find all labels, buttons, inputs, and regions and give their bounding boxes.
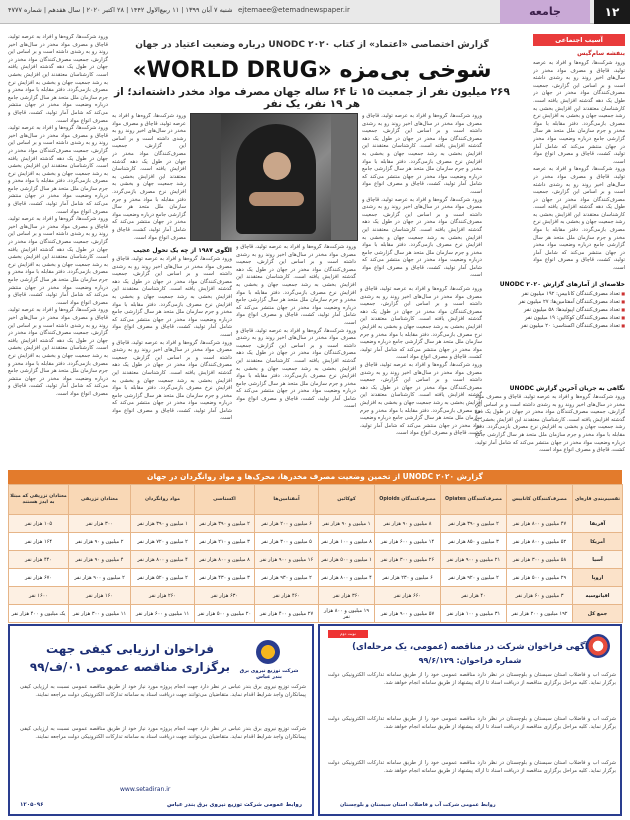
stats-item: ■ تعداد مصرف‌کنندگان کانابیس: ۱۹۲ میلیون نفر — [475, 290, 625, 298]
table-cell: ۱ میلیون و ۳۹۰ هزار نفر — [131, 515, 195, 533]
table-cell: ۱۶۴ هزار نفر — [9, 533, 69, 551]
article-kicker: گزارش اختصاصی «اعتماد» از کتاب UNODC ۲۰۲۰ درباره وضعیت اعتیاد در جهان — [135, 40, 489, 50]
table-cell: ۶ میلیون و ۲۳۰ هزار نفر — [375, 569, 441, 587]
table-cell: ۱۶۰۰ نفر — [9, 587, 69, 605]
table-cell: ۲۱ میلیون و ۹۰۰ هزار نفر — [441, 551, 507, 569]
ad-right-body: شرکت آب و فاضلاب استان سیستان و بلوچستان در نظر دارد مناقصه عمومی خود را از طریق سامانه تدارکات الکترونیکی دولت برگزار نماید. کلیه مراحل برگزاری مناقصه از دریافت اسناد تا ارائه پیشنهاد از طریق سامانه انجام خواهد شد. — [328, 672, 616, 686]
table-cell: ۴ میلیون و ۹۰ هزار نفر — [69, 551, 131, 569]
region-cell: آسیا — [573, 551, 623, 569]
body-paragraph: ورود شرکت‌ها، گروه‌ها و افراد به عرصه تولید، قاچاق و مصرف مواد مخدر در سال‌های اخیر روند رو به رشدی داشته است و بر اساس این گزارش، جمعیت مصرف‌کنندگان مواد مخدر در جهان در طول یک دهه گذشته افزایش یافته است. کارشناسان معتقدند این افزایش بخشی به رشد جمعیت جهان و بخشی به افزایش نرخ مصرف بازمی‌گردد. دفتر مقابله با مواد مخدر و جرم سازمان ملل متحد هر سال گزارشی جامع درباره وضعیت مواد مخدر در جهان منتشر می‌کند که شامل آمار تولید، کشت، قاچاق و مصرف انواع مواد است. — [360, 286, 482, 361]
table-cell: ۶۳۰ هزار نفر — [195, 587, 255, 605]
table-cell: یک میلیون و ۴۰۰ هزار نفر — [9, 605, 69, 623]
table-cell: ۸ میلیون و ۸۰۰ هزار نفر — [195, 551, 255, 569]
table-cell: ۴ میلیون و ۸۰۰ هزار نفر — [319, 569, 375, 587]
table-row — [9, 551, 623, 569]
table-cell: ۲۶ میلیون و ۳۰۰ هزار نفر — [375, 551, 441, 569]
body-paragraph: ورود شرکت‌ها، گروه‌ها و افراد به عرصه تولید، قاچاق و مصرف مواد مخدر در سال‌های اخیر روند رو به رشدی داشته است و بر اساس این گزارش، جمعیت مصرف‌کنندگان مواد مخدر در جهان در طول یک دهه گذشته افزایش یافته است. کارشناسان معتقدند این افزایش بخشی به رشد جمعیت جهان و بخشی به افزایش نرخ مصرف بازمی‌گردد. دفتر مقابله با مواد مخدر و جرم سازمان ملل متحد هر سال گزارشی جامع درباره وضعیت مواد مخدر در جهان منتشر می‌کند که شامل آمار تولید، کشت، قاچاق و مصرف انواع مواد است. — [362, 113, 482, 195]
table-cell: ۱۰۵ هزار نفر — [9, 515, 69, 533]
ad-left-title: فراخوان ارزیابی کیفی جهت برگزاری مناقصه عمومی ۰۱/ف/۹۹ — [29, 642, 231, 674]
table-cell: ۵ میلیون و ۳۰۰ هزار نفر — [255, 533, 319, 551]
table-cell: ۳۰۰ هزار نفر — [69, 515, 131, 533]
stats-item: ■ تعداد مصرف‌کنندگان آمفتامین‌ها: ۲۷ میلیون نفر — [475, 298, 625, 306]
ad-left-body: شرکت توزیع نیروی برق بندر عباس در نظر دارد جهت انجام پروژه مورد نیاز خود از طریق مناقصه عمومی نسبت به ارزیابی کیفی پیمانکاران واجد شرایط اقدام نماید. متقاضیان می‌توانند جهت دریافت اسناد به سامانه تدارکات الکترونیکی دولت مراجعه نمایند. — [20, 726, 306, 740]
article-subhead: ۲۶۹ میلیون نفر از جمعیت ۱۵ تا ۶۴ ساله جهان مصرف مواد مخدر داشته‌اند؛ از هر ۱۹ نفر، یک نفر — [114, 86, 510, 110]
left-column-paragraph: ورود شرکت‌ها، گروه‌ها و افراد به عرصه تولید، قاچاق و مصرف مواد مخدر در سال‌های اخیر روند رو به رشدی داشته است و بر اساس این گزارش، جمعیت مصرف‌کنندگان مواد مخدر در جهان در طول یک دهه گذشته افزایش یافته است. کارشناسان معتقدند این افزایش بخشی به رشد جمعیت جهان و بخشی به افزایش نرخ مصرف بازمی‌گردد. دفتر مقابله با مواد مخدر و جرم سازمان ملل متحد هر سال گزارشی جامع درباره وضعیت مواد مخدر در جهان منتشر می‌کند که شامل آمار تولید، کشت، قاچاق و مصرف انواع مواد است. — [8, 125, 108, 215]
region-cell: آفریقا — [573, 515, 623, 533]
column-header: مصرف‌کنندگان Opioids — [375, 485, 441, 515]
table-row — [9, 533, 623, 551]
table-cell: ۲ میلیون و ۳۹۰ هزار نفر — [195, 515, 255, 533]
second-box-title: نگاهی به جریان آخرین گزارش UNODC — [509, 385, 625, 392]
author-byline: بنفشه سام‌گیس — [577, 50, 625, 57]
stats-item: ■ تعداد مصرف‌کنندگان کوکائین: ۱۹ میلیون نفر — [475, 314, 625, 322]
table-cell: ۴ میلیون و ۸۰۰ هزار نفر — [131, 551, 195, 569]
table-cell: ۳ میلیون و ۸۵۰ هزار نفر — [441, 533, 507, 551]
left-column-paragraph: ورود شرکت‌ها، گروه‌ها و افراد به عرصه تولید، قاچاق و مصرف مواد مخدر در سال‌های اخیر روند رو به رشدی داشته است و بر اساس این گزارش، جمعیت مصرف‌کنندگان مواد مخدر در جهان در طول یک دهه گذشته افزایش یافته است. کارشناسان معتقدند این افزایش بخشی به رشد جمعیت جهان و بخشی به افزایش نرخ مصرف بازمی‌گردد. دفتر مقابله با مواد مخدر و جرم سازمان ملل متحد هر سال گزارشی جامع درباره وضعیت مواد مخدر در جهان منتشر می‌کند که شامل آمار تولید، کشت، قاچاق و مصرف انواع مواد است. — [8, 34, 108, 124]
second-box-paragraph: ورود شرکت‌ها، گروه‌ها و افراد به عرصه تولید، قاچاق و مصرف مواد مخدر در سال‌های اخیر روند رو به رشدی داشته است و بر اساس این گزارش، جمعیت مصرف‌کنندگان مواد مخدر در جهان در طول یک دهه گذشته افزایش یافته است. کارشناسان معتقدند این افزایش بخشی به رشد جمعیت جهان و بخشی به افزایش نرخ مصرف بازمی‌گردد. دفتر مقابله با مواد مخدر و جرم سازمان ملل متحد هر سال گزارشی جامع درباره وضعیت مواد مخدر در جهان منتشر می‌کند که شامل آمار تولید، کشت، قاچاق و مصرف انواع مواد است. — [475, 394, 625, 454]
table-cell: ۱۴ میلیون و ۶۰۰ هزار نفر — [375, 533, 441, 551]
ad-left-website[interactable]: www.setadiran.ir — [120, 786, 171, 793]
region-cell: اروپا — [573, 569, 623, 587]
table-cell: ۶۷۰ هزار نفر — [9, 569, 69, 587]
column-header: تقسیم‌بندی قاره‌ای — [573, 485, 623, 515]
subsection-title: الگوی ۱۹۸۷ از چه یک تحول عجیب — [133, 247, 232, 254]
table-row — [9, 587, 623, 605]
region-cell: اقیانوسیه — [573, 587, 623, 605]
body-paragraph: ورود شرکت‌ها، گروه‌ها و افراد به عرصه تولید، قاچاق و مصرف مواد مخدر در سال‌های اخیر روند رو به رشدی داشته است و بر اساس این گزارش، جمعیت مصرف‌کنندگان مواد مخدر در جهان در طول یک دهه گذشته افزایش یافته است. کارشناسان معتقدند این افزایش بخشی به رشد جمعیت جهان و بخشی به افزایش نرخ مصرف بازمی‌گردد. دفتر مقابله با مواد مخدر و جرم سازمان ملل متحد هر سال گزارشی جامع درباره وضعیت مواد مخدر در جهان منتشر می‌کند که شامل آمار تولید، کشت، قاچاق و مصرف انواع مواد است. — [112, 113, 186, 241]
column-header: کوکائین — [319, 485, 375, 515]
ad-right-badge: نوبت دوم — [328, 630, 368, 638]
table-title: گزارش UNODC ۲۰۲۰ از تخمین وضعیت مصرف مخدرها، محرک‌ها و مواد روانگردان در جهان — [8, 470, 622, 484]
column-header: معتادان تزریقی که مبتلا به ایدز هستند — [9, 485, 69, 515]
stats-item: ■ تعداد مصرف‌کنندگان اکستاسی: ۲۰ میلیون نفر — [475, 322, 625, 330]
table-cell: ۱۹ میلیون و ۸۰۰ هزار نفر — [319, 605, 375, 623]
table-cell: ۴۴۰ هزار نفر — [9, 551, 69, 569]
ad-right-title: آگهی فراخوان شرکت در مناقصه (عمومی، یک مرحله‌ای) — [352, 642, 588, 652]
table-cell: ۳ میلیون و ۴۳۰ هزار نفر — [195, 569, 255, 587]
table-cell: ۳ میلیون و ۲۱۰ هزار نفر — [195, 533, 255, 551]
table-cell: ۲ میلیون و ۷۲۰ هزار نفر — [131, 533, 195, 551]
column-header: مواد روانگردان — [131, 485, 195, 515]
second-box — [475, 382, 625, 464]
table-cell: ۲۰ میلیون و ۵۰۰ هزار نفر — [195, 605, 255, 623]
column-header: اکستاسی — [195, 485, 255, 515]
table-cell: ۱۱ میلیون و ۳۰۰ هزار نفر — [69, 605, 131, 623]
table-cell: ۲ میلیون و ۹۳۰ هزار نفر — [255, 569, 319, 587]
body-column — [360, 286, 482, 466]
column-header: مصرف‌کنندگان Opiates — [441, 485, 507, 515]
body-column — [236, 244, 356, 466]
left-column-paragraph: ورود شرکت‌ها، گروه‌ها و افراد به عرصه تولید، قاچاق و مصرف مواد مخدر در سال‌های اخیر روند رو به رشدی داشته است و بر اساس این گزارش، جمعیت مصرف‌کنندگان مواد مخدر در جهان در طول یک دهه گذشته افزایش یافته است. کارشناسان معتقدند این افزایش بخشی به رشد جمعیت جهان و بخشی به افزایش نرخ مصرف بازمی‌گردد. دفتر مقابله با مواد مخدر و جرم سازمان ملل متحد هر سال گزارشی جامع درباره وضعیت مواد مخدر در جهان منتشر می‌کند که شامل آمار تولید، کشت، قاچاق و مصرف انواع مواد است. — [8, 307, 108, 397]
table-cell: ۲۷ میلیون و ۴۰۰ هزار نفر — [255, 605, 319, 623]
ad-left-footer: روابط عمومی شرکت توزیع نیروی برق بندر عباس — [167, 802, 302, 808]
table-cell: ۱۹۲ میلیون و ۲۰۰ هزار نفر — [507, 605, 573, 623]
article-photo — [190, 113, 358, 241]
utility-logo-icon — [256, 640, 280, 664]
table-cell: ۶ میلیون و ۲۰۰ هزار نفر — [255, 515, 319, 533]
column-header: مصرف‌کنندگان کانابیس — [507, 485, 573, 515]
table-row — [9, 515, 623, 533]
dateline: شنبه ۷ آبان ۱۳۹۹ | ۱۱ ربیع‌الاول ۱۴۴۲ | ۲۸ اکتبر ۲۰۲۰ | سال هفدهم | شماره ۴۷۷۷ — [8, 6, 233, 14]
right-column-text — [533, 60, 625, 275]
ad-right-subtitle: شماره فراخوان: ۹۹/۶/۱۲۹ — [418, 656, 522, 665]
table-cell: ۵۷ میلیون و ۹۰۰ هزار نفر — [375, 605, 441, 623]
ad-right-body: شرکت آب و فاضلاب استان سیستان و بلوچستان در نظر دارد مناقصه عمومی خود را از طریق سامانه تدارکات الکترونیکی دولت برگزار نماید. کلیه مراحل برگزاری مناقصه از دریافت اسناد تا ارائه پیشنهاد از طریق سامانه انجام خواهد شد. — [328, 760, 616, 774]
table-cell: ۲۶۰ هزار نفر — [131, 587, 195, 605]
table-cell: ۸ میلیون و ۱۰۰ هزار نفر — [319, 533, 375, 551]
table-cell: ۴۰ هزار نفر — [441, 587, 507, 605]
table-cell: ۶۶۰ هزار نفر — [375, 587, 441, 605]
table-cell: ۱۱ میلیون و ۶۰۰ هزار نفر — [131, 605, 195, 623]
tender-ad-right — [318, 624, 622, 816]
body-paragraph: ورود شرکت‌ها، گروه‌ها و افراد به عرصه تولید، قاچاق و مصرف مواد مخدر در سال‌های اخیر روند رو به رشدی داشته است و بر اساس این گزارش، جمعیت مصرف‌کنندگان مواد مخدر در جهان در طول یک دهه گذشته افزایش یافته است. کارشناسان معتقدند این افزایش بخشی به رشد جمعیت جهان و بخشی به افزایش نرخ مصرف بازمی‌گردد. دفتر مقابله با مواد مخدر و جرم سازمان ملل متحد هر سال گزارشی جامع درباره وضعیت مواد مخدر در جهان منتشر می‌کند که شامل آمار تولید، کشت، قاچاق و مصرف انواع مواد است. — [236, 327, 356, 410]
ad-right-footer: روابط عمومی شرکت آب و فاضلاب استان سیستان و بلوچستان — [340, 802, 496, 808]
page-header — [0, 0, 630, 24]
left-column-paragraph: ورود شرکت‌ها، گروه‌ها و افراد به عرصه تولید، قاچاق و مصرف مواد مخدر در سال‌های اخیر روند رو به رشدی داشته است و بر اساس این گزارش، جمعیت مصرف‌کنندگان مواد مخدر در جهان در طول یک دهه گذشته افزایش یافته است. کارشناسان معتقدند این افزایش بخشی به رشد جمعیت جهان و بخشی به افزایش نرخ مصرف بازمی‌گردد. دفتر مقابله با مواد مخدر و جرم سازمان ملل متحد هر سال گزارشی جامع درباره وضعیت مواد مخدر در جهان منتشر می‌کند که شامل آمار تولید، کشت، قاچاق و مصرف انواع مواد است. — [8, 216, 108, 306]
table-cell: ۱ میلیون و ۹۰ هزار نفر — [319, 515, 375, 533]
column-header: آمفتامین‌ها — [255, 485, 319, 515]
table-row — [9, 569, 623, 587]
table-cell: ۲۹ میلیون و ۵۰۰ هزار نفر — [507, 569, 573, 587]
table-cell: ۲ میلیون و ۵۲۰ هزار نفر — [131, 569, 195, 587]
table-cell: ۴۶۰ هزار نفر — [255, 587, 319, 605]
body-paragraph: ورود شرکت‌ها، گروه‌ها و افراد به عرصه تولید، قاچاق و مصرف مواد مخدر در سال‌های اخیر روند رو به رشدی داشته است و بر اساس این گزارش، جمعیت مصرف‌کنندگان مواد مخدر در جهان در طول یک دهه گذشته افزایش یافته است. کارشناسان معتقدند این افزایش بخشی به رشد جمعیت جهان و بخشی به افزایش نرخ مصرف بازمی‌گردد. دفتر مقابله با مواد مخدر و جرم سازمان ملل متحد هر سال گزارشی جامع درباره وضعیت مواد مخدر در جهان منتشر می‌کند که شامل آمار تولید، کشت، قاچاق و مصرف انواع مواد است. — [362, 196, 482, 279]
table-cell: ۳۶۰ هزار نفر — [319, 587, 375, 605]
page-number: ۱۲ — [594, 0, 630, 24]
table-cell: ۴۷ میلیون و ۸۰۰ هزار نفر — [507, 515, 573, 533]
table-cell: ۲ میلیون و ۳۹۰ هزار نفر — [441, 515, 507, 533]
right-column-paragraph: ورود شرکت‌ها، گروه‌ها و افراد به عرصه تولید، قاچاق و مصرف مواد مخدر در سال‌های اخیر روند رو به رشدی داشته است و بر اساس این گزارش، جمعیت مصرف‌کنندگان مواد مخدر در جهان در طول یک دهه گذشته افزایش یافته است. کارشناسان معتقدند این افزایش بخشی به رشد جمعیت جهان و بخشی به افزایش نرخ مصرف بازمی‌گردد. دفتر مقابله با مواد مخدر و جرم سازمان ملل متحد هر سال گزارشی جامع درباره وضعیت مواد مخدر در جهان منتشر می‌کند که شامل آمار تولید، کشت، قاچاق و مصرف انواع مواد است. — [533, 60, 625, 165]
ad-left-company: شرکت توزیع نیروی برق بندر عباس — [239, 668, 299, 680]
article-headline: شوخی بی‌مزه «WORLD DRUG» — [132, 58, 492, 83]
left-column-text — [8, 34, 108, 466]
category-badge: آسیب اجتماعی — [533, 34, 625, 46]
section-email[interactable]: ejtemaee@etemadnewspaper.ir — [238, 6, 350, 14]
table-cell: ۵۸ میلیون و ۳۰۰ هزار نفر — [507, 551, 573, 569]
table-cell: ۳ میلیون و ۶۰ هزار نفر — [507, 587, 573, 605]
table-cell: ۲ میلیون و ۹۰۰ هزار نفر — [69, 569, 131, 587]
stats-table — [8, 484, 623, 623]
body-column — [362, 113, 482, 283]
table-header-row — [9, 485, 623, 515]
stats-box — [475, 278, 625, 378]
table-cell: ۵۲ میلیون و ۸۰۰ هزار نفر — [507, 533, 573, 551]
body-paragraph: ورود شرکت‌ها، گروه‌ها و افراد به عرصه تولید، قاچاق و مصرف مواد مخدر در سال‌های اخیر روند رو به رشدی داشته است و بر اساس این گزارش، جمعیت مصرف‌کنندگان مواد مخدر در جهان در طول یک دهه گذشته افزایش یافته است. کارشناسان معتقدند این افزایش بخشی به رشد جمعیت جهان و بخشی به افزایش نرخ مصرف بازمی‌گردد. دفتر مقابله با مواد مخدر و جرم سازمان ملل متحد هر سال گزارشی جامع درباره وضعیت مواد مخدر در جهان منتشر می‌کند که شامل آمار تولید، کشت، قاچاق و مصرف انواع مواد است. — [360, 361, 482, 437]
body-paragraph: ورود شرکت‌ها، گروه‌ها و افراد به عرصه تولید، قاچاق و مصرف مواد مخدر در سال‌های اخیر روند رو به رشدی داشته است و بر اساس این گزارش، جمعیت مصرف‌کنندگان مواد مخدر در جهان در طول یک دهه گذشته افزایش یافته است. کارشناسان معتقدند این افزایش بخشی به رشد جمعیت جهان و بخشی به افزایش نرخ مصرف بازمی‌گردد. دفتر مقابله با مواد مخدر و جرم سازمان ملل متحد هر سال گزارشی جامع درباره وضعیت مواد مخدر در جهان منتشر می‌کند که شامل آمار تولید، کشت، قاچاق و مصرف انواع مواد است. — [112, 339, 232, 422]
body-paragraph: ورود شرکت‌ها، گروه‌ها و افراد به عرصه تولید، قاچاق و مصرف مواد مخدر در سال‌های اخیر روند رو به رشدی داشته است و بر اساس این گزارش، جمعیت مصرف‌کنندگان مواد مخدر در جهان در طول یک دهه گذشته افزایش یافته است. کارشناسان معتقدند این افزایش بخشی به رشد جمعیت جهان و بخشی به افزایش نرخ مصرف بازمی‌گردد. دفتر مقابله با مواد مخدر و جرم سازمان ملل متحد هر سال گزارشی جامع درباره وضعیت مواد مخدر در جهان منتشر می‌کند که شامل آمار تولید، کشت، قاچاق و مصرف انواع مواد است. — [112, 256, 232, 338]
stats-box-title: خلاصه‌ای از آمارهای گزارش UNODC ۲۰۲۰ — [499, 281, 625, 288]
region-cell: آمریکا — [573, 533, 623, 551]
table-cell: ۱۶۰ هزار نفر — [69, 587, 131, 605]
ad-left-code: ۱۲۰۵۰۹۶ — [20, 802, 44, 808]
ad-left-body: شرکت توزیع نیروی برق بندر عباس در نظر دارد جهت انجام پروژه مورد نیاز خود از طریق مناقصه عمومی نسبت به ارزیابی کیفی پیمانکاران واجد شرایط اقدام نماید. متقاضیان می‌توانند جهت دریافت اسناد به سامانه تدارکات الکترونیکی دولت مراجعه نمایند. — [20, 684, 306, 698]
table-cell: ۲ میلیون و ۹۰ هزار نفر — [69, 533, 131, 551]
table-cell: ۱ میلیون و ۵۰۰ هزار نفر — [319, 551, 375, 569]
right-column-paragraph: ورود شرکت‌ها، گروه‌ها و افراد به عرصه تولید، قاچاق و مصرف مواد مخدر در سال‌های اخیر روند رو به رشدی داشته است و بر اساس این گزارش، جمعیت مصرف‌کنندگان مواد مخدر در جهان در طول یک دهه گذشته افزایش یافته است. کارشناسان معتقدند این افزایش بخشی به رشد جمعیت جهان و بخشی به افزایش نرخ مصرف بازمی‌گردد. دفتر مقابله با مواد مخدر و جرم سازمان ملل متحد هر سال گزارشی جامع درباره وضعیت مواد مخدر در جهان منتشر می‌کند که شامل آمار تولید، کشت، قاچاق و مصرف انواع مواد است. — [533, 166, 625, 272]
body-paragraph: ورود شرکت‌ها، گروه‌ها و افراد به عرصه تولید، قاچاق و مصرف مواد مخدر در سال‌های اخیر روند رو به رشدی داشته است و بر اساس این گزارش، جمعیت مصرف‌کنندگان مواد مخدر در جهان در طول یک دهه گذشته افزایش یافته است. کارشناسان معتقدند این افزایش بخشی به رشد جمعیت جهان و بخشی به افزایش نرخ مصرف بازمی‌گردد. دفتر مقابله با مواد مخدر و جرم سازمان ملل متحد هر سال گزارشی جامع درباره وضعیت مواد مخدر در جهان منتشر می‌کند که شامل آمار تولید، کشت، قاچاق و مصرف انواع مواد است. — [236, 244, 356, 326]
ad-right-body: شرکت آب و فاضلاب استان سیستان و بلوچستان در نظر دارد مناقصه عمومی خود را از طریق سامانه تدارکات الکترونیکی دولت برگزار نماید. کلیه مراحل برگزاری مناقصه از دریافت اسناد تا ارائه پیشنهاد از طریق سامانه انجام خواهد شد. — [328, 716, 616, 730]
body-column — [112, 244, 232, 466]
tender-ad-left — [8, 624, 314, 816]
body-column — [112, 113, 186, 243]
table-cell: ۱۶ میلیون و ۹۰۰ هزار نفر — [255, 551, 319, 569]
table-cell: ۲ میلیون و ۹۲۰ هزار نفر — [441, 569, 507, 587]
table-cell: ۳۱ میلیون و ۱۰۰ هزار نفر — [441, 605, 507, 623]
table-row — [9, 605, 623, 623]
table-cell: ۸ میلیون و ۹۰ هزار نفر — [375, 515, 441, 533]
region-cell: جمع کل — [573, 605, 623, 623]
stats-item: ■ تعداد مصرف‌کنندگان اپیوئیدها: ۵۸ میلیون نفر — [475, 306, 625, 314]
column-header: معتادان تزریقی — [69, 485, 131, 515]
section-label[interactable]: جامعه — [500, 0, 590, 24]
